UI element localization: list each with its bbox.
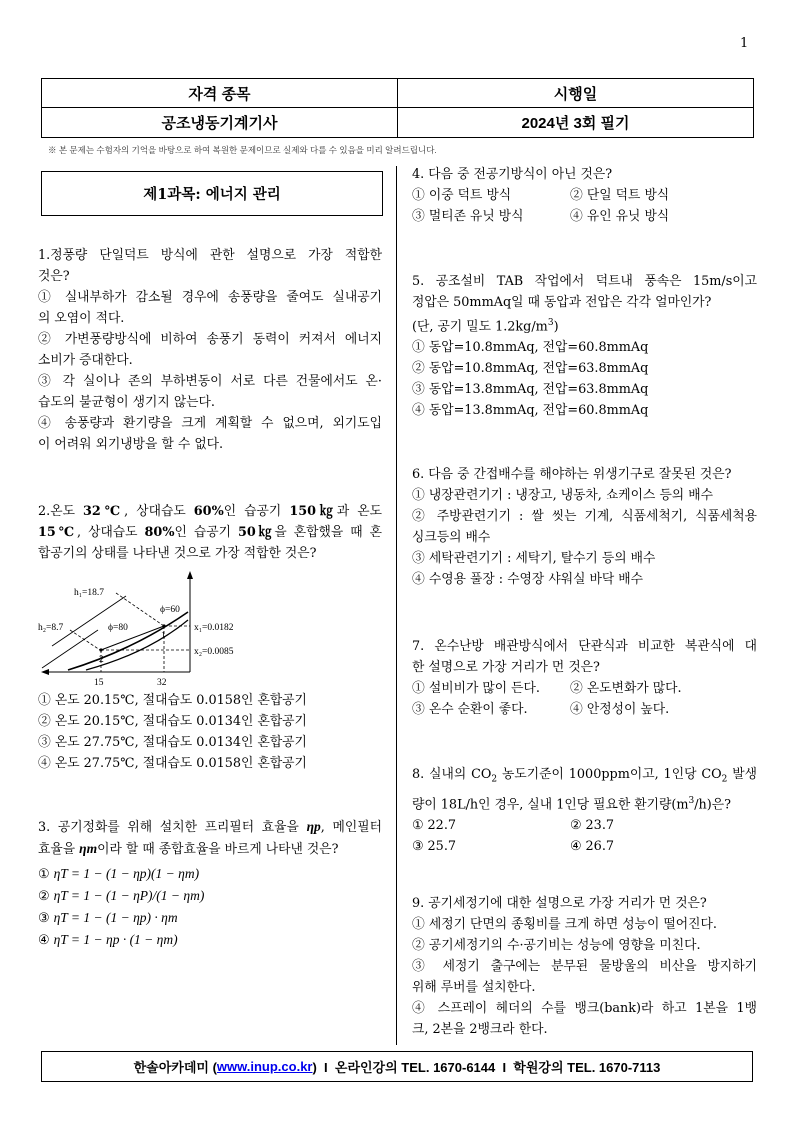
- guide-h2: [70, 630, 100, 650]
- question-stem: 정압은 50mmAq일 때 동압과 전압은 각각 얼마인가?: [412, 295, 712, 310]
- label-exam-date: 시행일: [553, 85, 598, 103]
- options-row: [412, 836, 757, 857]
- question-5: [412, 271, 757, 421]
- options-row: [412, 206, 757, 227]
- label-x1: x₁=0.0182: [194, 623, 234, 633]
- label-h2: h₂=8.7: [38, 623, 64, 633]
- option-4[interactable]: ④ 안정성이 높다.: [570, 702, 670, 717]
- curve-phi-80: [68, 612, 188, 670]
- option-1[interactable]: ① 동압=10.8mmAq, 전압=60.8mmAq: [412, 340, 649, 356]
- option-3[interactable]: ③ 25.7: [412, 838, 457, 854]
- label-exam-type: 자격 종목: [188, 85, 251, 103]
- options-row: [412, 185, 757, 206]
- label-phi80: ϕ=80: [108, 623, 128, 633]
- footer-contacts: ) I 온라인강의 TEL. 1670-6144 I 학원강의 TEL. 1670-7113: [312, 1060, 661, 1075]
- label-point-2: 2: [99, 655, 104, 665]
- notice: ※ 본 문제는 수험자의 기억을 바탕으로 하여 복원한 문제이므로 실제와 다를 수 있음을 미리 알려드립니다.: [48, 145, 437, 155]
- option-4[interactable]: ④ 동압=13.8mmAq, 전압=60.8mmAq: [412, 403, 649, 419]
- question-2-options: [38, 690, 382, 774]
- page-number: 1: [740, 36, 749, 51]
- option-3[interactable]: ③ 동압=13.8mmAq, 전압=63.8mmAq: [412, 382, 649, 398]
- option-2[interactable]: ② 온도 20.15℃, 절대습도 0.0134인 혼합공기: [38, 714, 307, 729]
- option-2[interactable]: ② 온도변화가 많다.: [570, 681, 682, 696]
- question-stem: 9. 공기세정기에 대한 설명으로 가장 거리가 먼 것은?: [412, 896, 707, 911]
- question-stem: 한 설명으로 가장 거리가 먼 것은?: [412, 660, 600, 675]
- option-1[interactable]: ① 22.7: [412, 817, 457, 833]
- label-x2: x₂=0.0085: [194, 647, 234, 657]
- option-4[interactable]: ④ 스프레이 헤더의 수를 뱅크(bank)라 하고 1본을 1뱅: [412, 1001, 757, 1016]
- option-2-cont: 싱크등의 배수: [412, 530, 491, 545]
- option-4-cont: 이 어려워 외기냉방을 할 수 없다.: [38, 437, 224, 452]
- enthalpy-line-h1: [52, 596, 126, 646]
- label-phi60: ϕ=60: [160, 605, 180, 615]
- option-2[interactable]: ② 동압=10.8mmAq, 전압=63.8mmAq: [412, 361, 649, 377]
- question-stem: 15℃, 상대습도 80%인 습공기 50㎏을 혼합했을 때 혼: [38, 525, 382, 540]
- point-2: [99, 648, 102, 651]
- question-stem: 7. 온수난방 배관방식에서 단관식과 비교한 복관식에 대: [412, 639, 757, 654]
- question-stem: 3. 공기정화를 위해 설치한 프리필터 효율을 ηp, 메인필터: [38, 819, 383, 835]
- option-1[interactable]: ① 이중 덕트 방식: [412, 188, 512, 203]
- tick-32: 32: [157, 678, 167, 688]
- footer-website-link[interactable]: www.inup.co.kr: [216, 1059, 313, 1074]
- question-stem: (단, 공기 밀도 $1.2kg/m^3$): [412, 318, 559, 335]
- question-stem: 4. 다음 중 전공기방식이 아닌 것은?: [412, 167, 613, 182]
- x-axis-arrow: [41, 669, 49, 675]
- tick-15: 15: [94, 678, 104, 688]
- option-4[interactable]: ④ 유인 유닛 방식: [570, 209, 670, 224]
- option-3-cont: 습도의 불균형이 생기지 않는다.: [38, 395, 215, 410]
- column-divider: [396, 166, 397, 1045]
- question-7: [412, 636, 757, 720]
- option-3-cont: 위해 루버를 설치한다.: [412, 980, 536, 995]
- option-4-cont: 크, 2본을 2뱅크라 한다.: [412, 1022, 548, 1037]
- exam-header-table: [41, 78, 754, 138]
- option-4[interactable]: ④ 26.7: [570, 838, 615, 854]
- option-1[interactable]: ① 설비비가 많이 든다.: [412, 681, 540, 696]
- question-stem: 효율을 ηm이라 할 때 종합효율을 바르게 나타낸 것은?: [38, 841, 339, 857]
- point-1: [162, 624, 165, 627]
- question-4: [412, 164, 757, 227]
- option-2[interactable]: ② ηT = 1 − (1 − ηP)/(1 − ηm): [38, 888, 205, 904]
- option-3[interactable]: ③ 세정기 출구에는 분무된 물방울의 비산을 방지하기: [412, 959, 757, 974]
- options-row: [412, 678, 757, 699]
- value-exam-type: 공조냉동기계기사: [161, 115, 278, 132]
- question-2: [38, 501, 382, 564]
- question-8: [412, 764, 757, 857]
- option-3[interactable]: ③ 온도 27.75℃, 절대습도 0.0134인 혼합공기: [38, 735, 307, 750]
- option-2[interactable]: ② 주방관련기기 : 쌀 씻는 기계, 식품세척기, 식품세척용: [412, 509, 757, 524]
- option-3[interactable]: ③ 세탁관련기기 : 세탁기, 탈수기 등의 배수: [412, 551, 656, 566]
- option-2[interactable]: ② 단일 덕트 방식: [570, 188, 670, 203]
- option-4[interactable]: ④ 온도 27.75℃, 절대습도 0.0158인 혼합공기: [38, 756, 307, 771]
- y-axis-arrow: [187, 571, 193, 579]
- option-3[interactable]: ③ 온수 순환이 좋다.: [412, 702, 528, 717]
- question-stem: 2.온도 32℃, 상대습도 60%인 습공기 150㎏과 온도: [38, 504, 382, 519]
- label-point-1: 1: [161, 631, 166, 641]
- options-row: [412, 699, 757, 720]
- option-1[interactable]: ① 냉장관련기기 : 냉장고, 냉동차, 쇼케이스 등의 배수: [412, 488, 713, 503]
- question-9: [412, 893, 757, 1040]
- question-6: [412, 464, 757, 590]
- option-1[interactable]: ① 세정기 단면의 종횡비를 크게 하면 성능이 떨어진다.: [412, 917, 717, 932]
- question-3: [38, 816, 382, 951]
- option-3[interactable]: ③ ηT = 1 − (1 − ηp) · ηm: [38, 910, 178, 926]
- question-stem: 6. 다음 중 간접배수를 해야하는 위생기구로 잘못된 것은?: [412, 467, 732, 482]
- question-stem: 5. 공조설비 TAB 작업에서 덕트내 풍속은 15m/s이고: [412, 274, 757, 289]
- footer: [41, 1051, 753, 1082]
- options-row: [412, 815, 757, 836]
- value-exam-date: 2024년 3회 필기: [521, 115, 630, 132]
- option-1[interactable]: ① ηT = 1 − (1 − ηp)(1 − ηm): [38, 866, 200, 882]
- question-stem: 량이 18L/h인 경우, 실내 1인당 필요한 환기량$(m^3/h)$은?: [412, 795, 732, 812]
- psychrometric-diagram: [38, 568, 253, 688]
- option-2-cont: 소비가 증대한다.: [38, 353, 133, 368]
- option-4[interactable]: ④ 수영용 풀장 : 수영장 샤워실 바닥 배수: [412, 572, 644, 587]
- option-4[interactable]: ④ ηT = 1 − ηp · (1 − ηm): [38, 932, 178, 948]
- option-1[interactable]: ① 실내부하가 감소될 경우에 송풍량을 줄여도 실내공기: [38, 290, 382, 305]
- footer-academy: 한솔아카데미 (: [133, 1060, 217, 1075]
- option-2[interactable]: ② 공기세정기의 수·공기비는 성능에 영향을 미친다.: [412, 938, 701, 953]
- question-stem: 1.정풍량 단일덕트 방식에 관한 설명으로 가장 적합한: [38, 248, 382, 263]
- option-3[interactable]: ③ 멀티존 유닛 방식: [412, 209, 524, 224]
- question-stem: 합공기의 상태를 나타낸 것으로 가장 적합한 것은?: [38, 546, 317, 561]
- label-h1: h₁=18.7: [74, 588, 105, 598]
- option-1-cont: 의 오염이 적다.: [38, 311, 125, 326]
- option-3[interactable]: ③ 각 실이나 존의 부하변동이 서로 다른 건물에서도 온·: [38, 374, 382, 389]
- option-2[interactable]: ② 가변풍량방식에 비하여 송풍기 동력이 커져서 에너지: [38, 332, 382, 347]
- option-4[interactable]: ④ 송풍량과 환기량을 크게 계획할 수 없으며, 외기도입: [38, 416, 382, 431]
- subject-title: 제1과목: 에너지 관리: [41, 171, 383, 216]
- option-2[interactable]: ② 23.7: [570, 817, 615, 833]
- question-1: [38, 245, 382, 455]
- question-stem: 것은?: [38, 269, 70, 284]
- question-stem: 8. 실내의 $CO_2$ 농도기준이 1000ppm이고, 1인당 $CO_2$ 발생: [412, 767, 757, 785]
- option-1[interactable]: ① 온도 20.15℃, 절대습도 0.0158인 혼합공기: [38, 693, 307, 708]
